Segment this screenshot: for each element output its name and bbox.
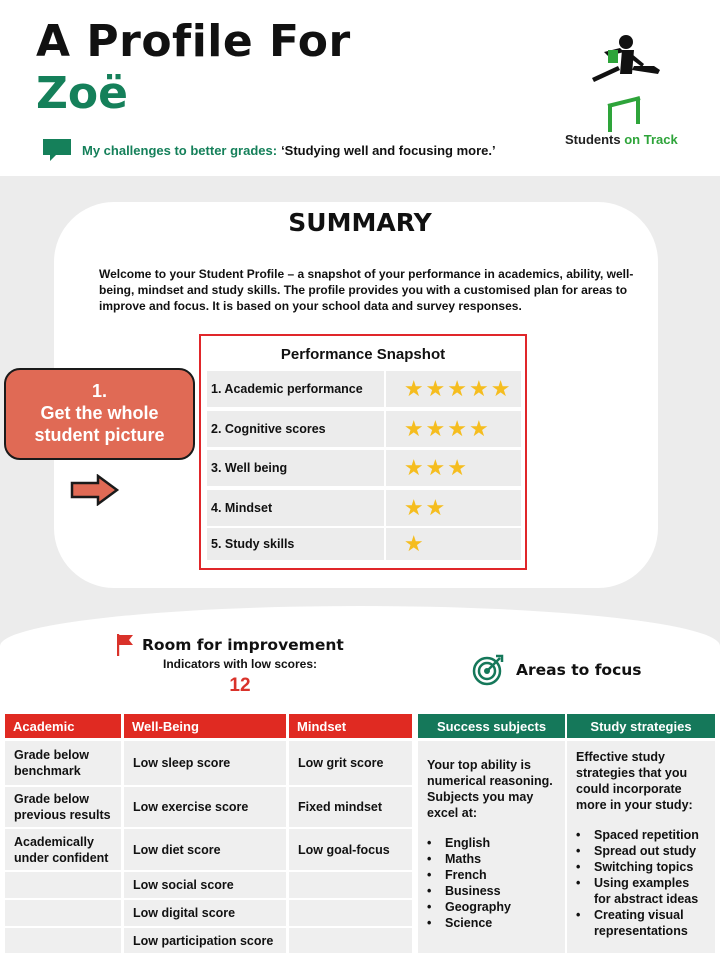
summary-title: SUMMARY (288, 208, 432, 237)
challenge-statement (42, 138, 496, 162)
star-icon: ★ (447, 455, 468, 480)
success-subjects-cell (418, 741, 565, 953)
performance-snapshot (199, 334, 527, 570)
academic-cell-empty (5, 872, 121, 898)
star-icon: ★ (447, 376, 468, 401)
focus-title: Areas to focus (516, 661, 642, 679)
target-icon (472, 654, 504, 686)
strategies-header: Study strategies (567, 714, 715, 738)
logo-text: Students on Track (565, 132, 678, 147)
academic-cell-empty (5, 928, 121, 953)
list-item: • English (427, 835, 557, 851)
snapshot-row (207, 528, 521, 560)
speech-bubble-icon (42, 138, 72, 162)
wellbeing-cell: Low diet score (124, 829, 286, 870)
list-item: • Business (427, 883, 557, 899)
academic-cell-empty (5, 900, 121, 926)
star-icon: ★ (490, 376, 511, 401)
star-rating (386, 490, 521, 526)
mindset-cell-empty (289, 900, 412, 926)
mindset-cell: Low goal-focus (289, 829, 412, 870)
callout-line: 1. (91, 381, 107, 401)
improvement-heading (116, 634, 344, 656)
summary-text: Welcome to your Student Profile – a snapshot of your performance in academics, ability, well-being, mindset and study skills. The profile provides you with a customised plan for areas to improve and focus. It is based on your school data and survey responses. (99, 267, 634, 313)
star-icon: ★ (469, 416, 489, 441)
star-rating (386, 371, 521, 407)
star-icon: ★ (469, 376, 489, 401)
star-icon: ★ (403, 455, 424, 480)
mindset-cell-empty (289, 928, 412, 953)
list-item: • Spread out study (576, 843, 709, 859)
success-intro: Your top ability is numerical reasoning. Subjects you may excel at: (427, 758, 553, 820)
academic-cell: Academically under confident (5, 829, 121, 870)
study-strategies-cell (567, 741, 715, 953)
snapshot-row (207, 371, 521, 407)
mindset-header: Mindset (289, 714, 412, 738)
list-item: • Science (427, 915, 557, 931)
success-list (427, 835, 557, 931)
star-icon: ★ (403, 495, 424, 520)
snapshot-label: 3. Well being (207, 450, 384, 486)
snapshot-row (207, 411, 521, 447)
strategies-list (576, 827, 709, 939)
success-header: Success subjects (418, 714, 565, 738)
snapshot-label: 5. Study skills (207, 528, 384, 560)
callout-box (4, 368, 195, 460)
snapshot-label: 4. Mindset (207, 490, 384, 526)
list-item: • Creating visual representations (576, 907, 709, 939)
star-icon: ★ (425, 416, 446, 441)
list-item: • Switching topics (576, 859, 709, 875)
list-item: • Maths (427, 851, 557, 867)
snapshot-row (207, 450, 521, 486)
star-icon: ★ (447, 416, 468, 441)
mindset-cell: Low grit score (289, 741, 412, 785)
wellbeing-cell: Low participation score (124, 928, 286, 953)
mindset-cell-empty (289, 872, 412, 898)
academic-cell: Grade below previous results (5, 787, 121, 827)
wellbeing-cell: Low social score (124, 872, 286, 898)
star-rating (386, 528, 521, 560)
star-icon: ★ (403, 376, 424, 401)
flag-icon (116, 634, 134, 656)
page-title: A Profile For (36, 16, 351, 67)
star-rating (386, 450, 521, 486)
arrow-right-icon (70, 474, 120, 506)
wellbeing-header: Well-Being (124, 714, 286, 738)
wellbeing-cell: Low digital score (124, 900, 286, 926)
star-icon: ★ (425, 455, 446, 480)
snapshot-row (207, 490, 521, 526)
star-icon: ★ (403, 416, 424, 441)
mindset-cell: Fixed mindset (289, 787, 412, 827)
callout-line: Get the whole (40, 403, 159, 423)
indicators-label: Indicators with low scores: (162, 657, 318, 671)
star-icon: ★ (403, 531, 424, 556)
list-item: • Using examples for abstract ideas (576, 875, 709, 907)
list-item: • Spaced repetition (576, 827, 709, 843)
strategies-intro: Effective study strategies that you could incorporate more in your study: (576, 750, 693, 812)
callout-line: student picture (34, 425, 165, 445)
indicator-count: 12 (229, 675, 251, 696)
improvement-title: Room for improvement (142, 636, 344, 654)
star-rating (386, 411, 521, 447)
list-item: • Geography (427, 899, 557, 915)
academic-cell: Grade below benchmark (5, 741, 121, 785)
challenge-label: My challenges to better grades: (82, 142, 278, 158)
star-icon: ★ (425, 495, 446, 520)
snapshot-title: Performance Snapshot (280, 346, 446, 363)
wellbeing-cell: Low sleep score (124, 741, 286, 785)
focus-heading (472, 654, 642, 686)
student-name: Zoë (36, 68, 128, 119)
snapshot-label: 1. Academic performance (207, 371, 384, 407)
list-item: • French (427, 867, 557, 883)
challenge-value: ‘Studying well and focusing more.’ (281, 142, 496, 158)
wellbeing-cell: Low exercise score (124, 787, 286, 827)
star-icon: ★ (425, 376, 446, 401)
snapshot-label: 2. Cognitive scores (207, 411, 384, 447)
academic-header: Academic (5, 714, 121, 738)
